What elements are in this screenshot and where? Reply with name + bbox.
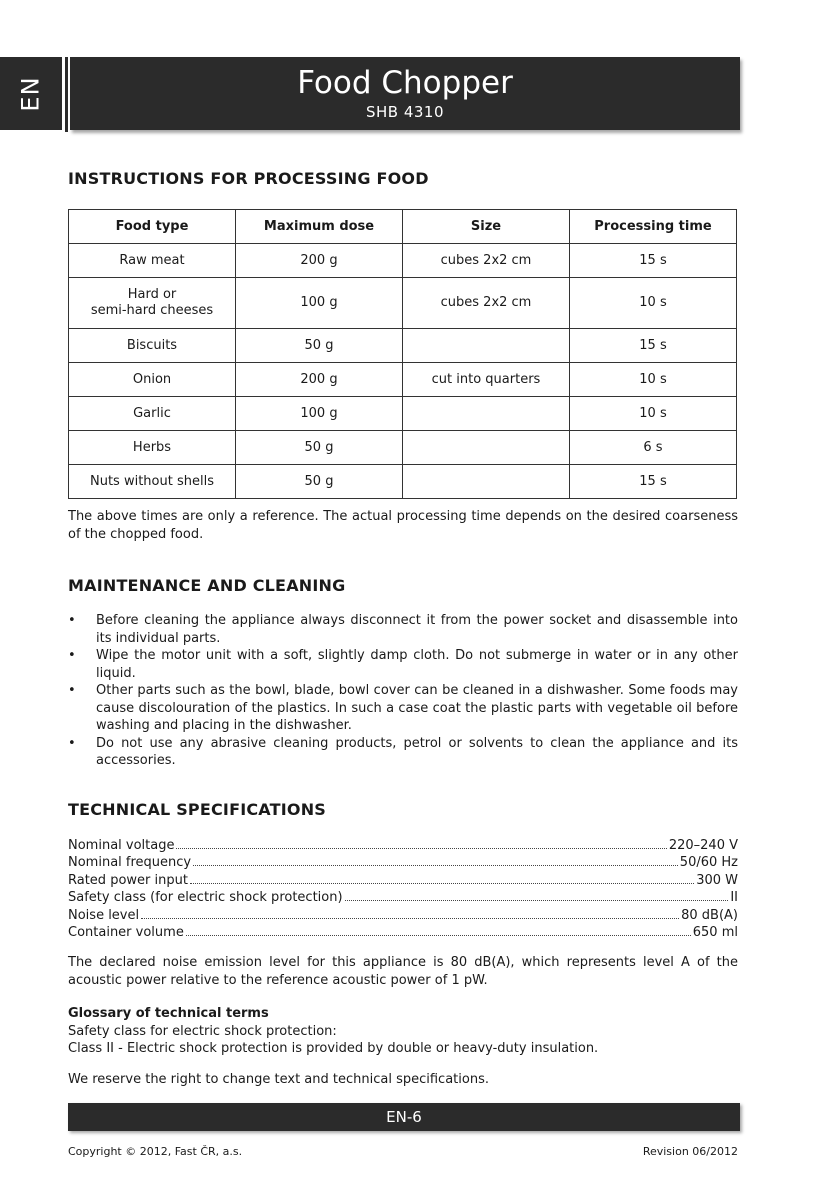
table-cell: 50 g [236, 431, 403, 465]
table-row [69, 278, 737, 329]
table-row [69, 244, 737, 278]
table-cell: cubes 2x2 cm [403, 244, 570, 278]
reserve-note: We reserve the right to change text and technical specifications. [68, 1072, 489, 1087]
list-item [68, 735, 738, 770]
bullet: • [68, 613, 76, 628]
model-number: SHB 4310 [365, 103, 445, 121]
glossary-title: Glossary of technical terms [68, 1006, 269, 1021]
column-header: Food type [69, 210, 236, 244]
table-cell: Onion [69, 363, 236, 397]
table-cell: 100 g [236, 397, 403, 431]
table-cell: 100 g [236, 278, 403, 329]
dot-leader [186, 924, 691, 936]
list-item [68, 612, 738, 647]
maintenance-heading: MAINTENANCE AND CLEANING [68, 576, 346, 595]
table-cell [403, 465, 570, 499]
spec-row [68, 837, 738, 854]
list-item-text: Before cleaning the appliance always disconnect it from the power socket and disassemble into its individual parts. [96, 613, 738, 646]
table-row [69, 363, 737, 397]
language-code: EN [17, 75, 45, 112]
noise-note: The declared noise emission level for this appliance is 80 dB(A), which represents level A of the acoustic power relative to the reference acoustic power of 1 pW. [68, 955, 738, 988]
processing-table [68, 209, 737, 499]
table-cell [403, 329, 570, 363]
language-tab [0, 57, 62, 130]
spec-label: Noise level [68, 907, 140, 923]
spec-list [68, 837, 738, 941]
list-item [68, 647, 738, 682]
table-cell: cubes 2x2 cm [403, 278, 570, 329]
page-number: EN-6 [386, 1108, 422, 1126]
table-row [69, 397, 737, 431]
list-item-text: Do not use any abrasive cleaning products, petrol or solvents to clean the appliance and its accessories. [96, 735, 738, 768]
spec-value: 650 ml [692, 925, 738, 941]
dot-leader [193, 854, 678, 866]
list-item-text: Wipe the motor unit with a soft, slightly damp cloth. Do not submerge in water or in any other liquid. [96, 648, 738, 681]
header-banner [70, 57, 740, 130]
spec-row [68, 907, 738, 924]
table-cell: 6 s [570, 431, 737, 465]
maintenance-list [68, 612, 738, 770]
spec-label: Nominal frequency [68, 855, 192, 871]
spec-value: 220–240 V [668, 838, 738, 853]
table-cell: Biscuits [69, 329, 236, 363]
glossary-line: Class II - Electric shock protection is provided by double or heavy-duty insulation. [68, 1041, 599, 1056]
spec-value: II [730, 890, 738, 906]
table-cell: 200 g [236, 244, 403, 278]
table-cell: 50 g [236, 465, 403, 499]
spec-value: 80 dB(A) [681, 907, 738, 923]
spec-label: Container volume [68, 925, 184, 941]
spec-row [68, 889, 738, 906]
page-number-bar [68, 1103, 740, 1131]
table-cell: Nuts without shells [69, 465, 236, 499]
table-cell: Raw meat [69, 244, 236, 278]
table-cell: 10 s [570, 278, 737, 329]
dot-leader [190, 872, 694, 884]
dot-leader [141, 907, 679, 919]
table-cell: 10 s [570, 397, 737, 431]
spec-label: Safety class (for electric shock protection) [68, 890, 343, 906]
table-cell: Garlic [69, 397, 236, 431]
table-cell: cut into quarters [403, 363, 570, 397]
spec-value: 300 W [696, 872, 738, 888]
table-cell: 50 g [236, 329, 403, 363]
table-cell: 15 s [570, 244, 737, 278]
column-header: Processing time [570, 210, 737, 244]
column-header: Maximum dose [236, 210, 403, 244]
glossary-line: Safety class for electric shock protection: [68, 1023, 337, 1039]
glossary [68, 1005, 738, 1058]
copyright: Copyright © 2012, Fast ČR, a.s. [68, 1145, 243, 1158]
header-divider [65, 57, 68, 132]
technical-heading: TECHNICAL SPECIFICATIONS [68, 800, 327, 819]
bullet: • [68, 735, 76, 751]
table-row [69, 431, 737, 465]
column-header: Size [403, 210, 570, 244]
dot-leader [345, 889, 729, 901]
table-cell: 15 s [570, 329, 737, 363]
spec-row [68, 924, 738, 941]
table-cell: 10 s [570, 363, 737, 397]
spec-row [68, 854, 738, 871]
spec-label: Nominal voltage [68, 838, 175, 853]
table-cell: Herbs [69, 431, 236, 465]
spec-row [68, 872, 738, 889]
bullet: • [68, 683, 76, 698]
table-header-row [69, 210, 737, 244]
table-cell: 15 s [570, 465, 737, 499]
table-cell: 200 g [236, 363, 403, 397]
table-cell [403, 431, 570, 465]
table-row [69, 465, 737, 499]
revision: Revision 06/2012 [642, 1145, 738, 1158]
list-item [68, 682, 738, 735]
table-row [69, 329, 737, 363]
table-cell [403, 397, 570, 431]
processing-note: The above times are only a reference. The actual processing time depends on the desired coarseness of the chopped food. [68, 509, 738, 542]
processing-heading: INSTRUCTIONS FOR PROCESSING FOOD [68, 169, 429, 188]
list-item-text: Other parts such as the bowl, blade, bowl cover can be cleaned in a dishwasher. Some foods may cause discolouration of the plastics. In such a case coat the plastic parts with vegetable oil before washing and placing in the dishwasher. [96, 683, 738, 733]
spec-label: Rated power input [68, 872, 188, 888]
page-title: Food Chopper [297, 65, 513, 101]
bullet: • [68, 648, 76, 663]
table-cell: Hard or semi-hard cheeses [69, 278, 236, 329]
dot-leader [176, 837, 666, 849]
spec-value: 50/60 Hz [679, 855, 738, 871]
